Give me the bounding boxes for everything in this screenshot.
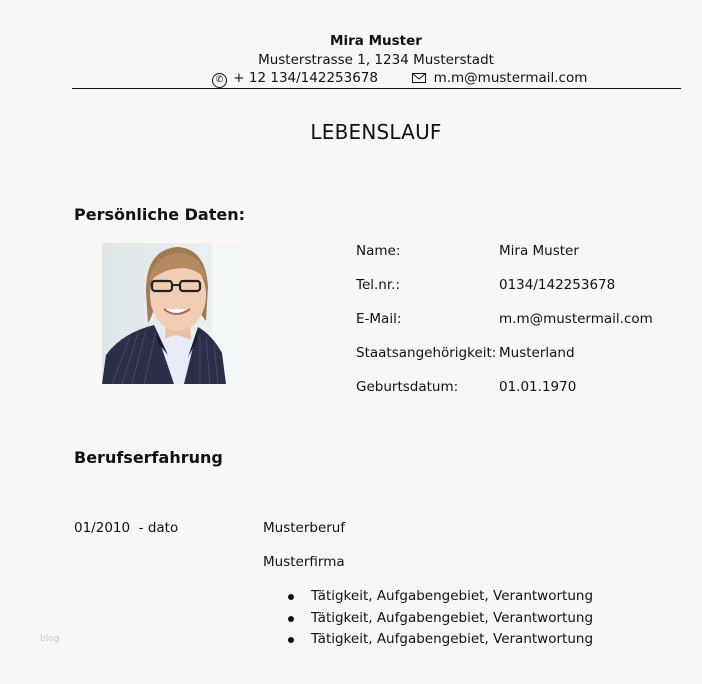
bullet-icon [288,616,294,622]
job-title: Musterberuf [263,520,346,536]
document-title: LEBENSLAUF [310,120,442,144]
header-contact [212,70,587,88]
label-phone: Tel.nr.: [356,277,401,293]
header-name: Mira Muster [330,33,422,49]
label-birthdate: Geburtsdatum: [356,379,459,395]
label-nationality: Staatsangehörigkeit: [356,345,497,361]
list-item [286,588,593,610]
value-phone: 0134/142253678 [499,277,616,293]
value-nationality: Musterland [499,345,575,361]
duty-text: Tätigkeit, Aufgabengebiet, Verantwortung [311,631,594,647]
job-company: Musterfirma [263,554,345,570]
header-email: m.m@mustermail.com [433,70,588,86]
bullet-icon [288,637,294,643]
envelope-icon [412,73,426,83]
value-birthdate: 01.01.1970 [499,379,577,395]
header-address: Musterstrasse 1, 1234 Musterstadt [258,52,494,68]
header-divider [72,88,681,89]
bullet-icon [288,594,294,600]
job-date: 01/2010 - dato [74,520,179,536]
section-title-personal: Persönliche Daten: [74,205,246,224]
list-item [286,610,593,632]
profile-photo [102,243,242,384]
header-phone: + 12 134/142253678 [233,70,378,86]
list-item [286,631,593,653]
watermark: blog [40,634,60,644]
label-name: Name: [356,243,401,259]
label-email: E-Mail: [356,311,402,327]
value-name: Mira Muster [499,243,579,259]
section-title-work: Berufserfahrung [74,448,223,467]
phone-icon: ✆ [212,73,227,88]
duty-text: Tätigkeit, Aufgabengebiet, Verantwortung [311,588,594,604]
value-email: m.m@mustermail.com [499,311,653,327]
duties-list [286,588,593,653]
duty-text: Tätigkeit, Aufgabengebiet, Verantwortung [311,609,594,626]
